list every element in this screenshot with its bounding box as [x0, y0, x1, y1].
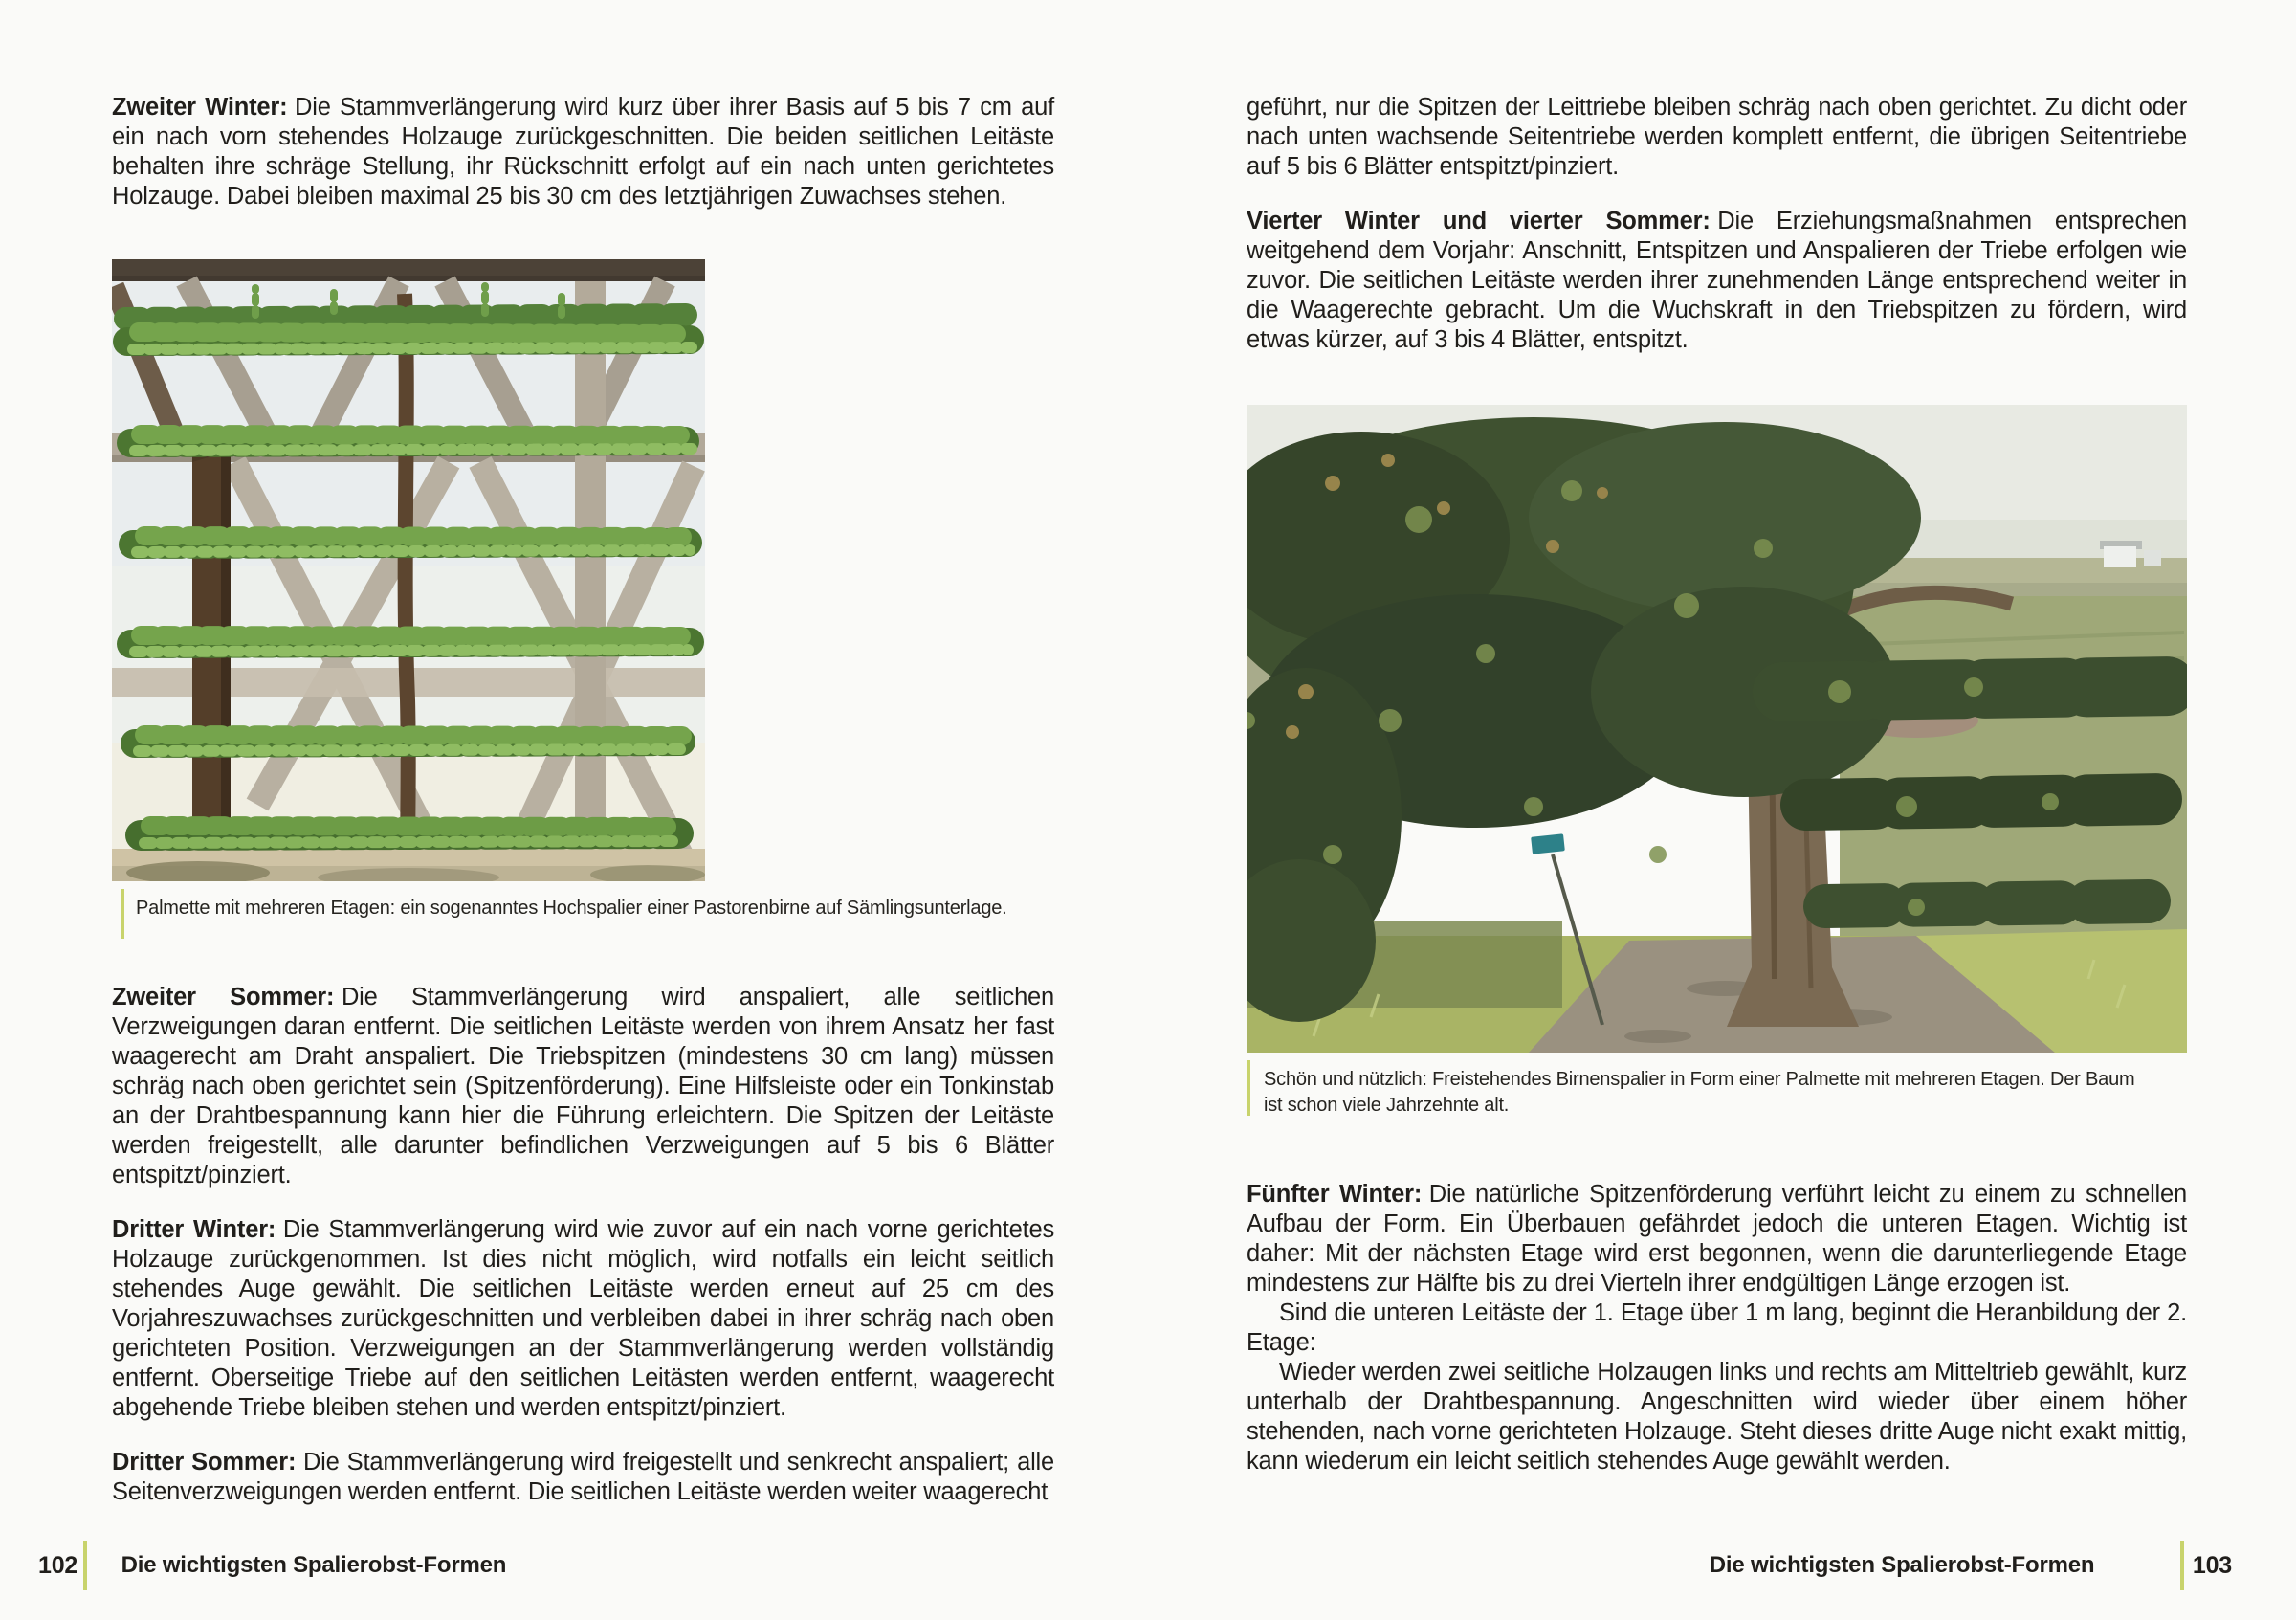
running-title: Die wichtigsten Spalierobst-Formen — [121, 1552, 507, 1578]
paragraph — [1247, 1298, 2187, 1358]
caption-text: Schön und nützlich: Freistehendes Birnenspalier in Form einer Palmette mit mehreren Etagen. Der Baum ist schon viele Jahrzehnte alt. — [1264, 1069, 2135, 1116]
paragraph-text: Die natürliche Spitzenförderung verführt leicht zu einem zu schnellen Aufbau der Form. Ein Überbauen gefährdet jedoch die unteren Etagen. Wichtig ist daher: Mit der nächsten Etage wird erst begonnen, wenn die darunterliegende Etage mindestens zur Hälfte bis zu drei Vierteln ihrer endgültigen Länge erzogen ist. — [1247, 1181, 2187, 1297]
right-photo — [1247, 405, 2187, 1053]
page-number: 102 — [38, 1551, 78, 1579]
paragraph — [112, 93, 1054, 211]
footer-accent-bar — [83, 1541, 87, 1590]
paragraph — [112, 1448, 1054, 1507]
paragraph — [1247, 1180, 2187, 1298]
paragraph-text: geführt, nur die Spitzen der Leittriebe bleiben schräg nach oben gerichtet. Zu dicht oder nach unten wachsende Seitentriebe werden komplett entfernt, die übrigen Seitentriebe auf 5 bis 6 Blätter entspitzt/pinziert. — [1247, 94, 2187, 180]
paragraph-lead: Dritter Winter: — [112, 1216, 276, 1243]
paragraph — [1247, 93, 2187, 182]
paragraph-text: Die Stammverlängerung wird kurz über ihrer Basis auf 5 bis 7 cm auf ein nach vorn stehendes Holzauge zurückgeschnitten. Die beiden seitlichen Leitäste behalten ihre schräge Stellung, ihr Rückschnitt erfolgt auf ein nach unten gerichtetes Holzauge. Dabei bleiben maximal 25 bis 30 cm des letztjährigen Zuwachses stehen. — [112, 94, 1054, 210]
page-number: 103 — [2192, 1551, 2232, 1579]
left-photo-figure — [112, 259, 1054, 939]
paragraph-text: Die Stammverlängerung wird wie zuvor auf ein nach vorne gerichtetes Holzauge zurückgenommen. Ist dies nicht möglich, wird notfalls ein leicht seitlich stehendes Auge gewählt. Die seitlichen Leitäste werden erneut auf 25 cm des Vorjahreszuwachses zurückgeschnitten und verbleiben dabei in ihrer schräg nach oben gerichteten Position. Verzweigungen an der Stammverlängerung werden vollständig entfernt. Oberseitige Triebe auf den seitlichen Leitästen werden entfernt, waagerecht abgehende Triebe bleiben stehen und werden entspitzt/pinziert. — [112, 1216, 1054, 1421]
left-page-footer — [38, 1541, 506, 1590]
right-page-footer — [1710, 1541, 2232, 1590]
paragraph-lead: Zweiter Winter: — [112, 94, 288, 121]
paragraph-text: Die Stammverlängerung wird freigestellt und senkrecht anspaliert; alle Seitenverzweigungen werden entfernt. Die seitlichen Leitäste werden weiter waagerecht — [112, 1449, 1054, 1505]
paragraph-text: Wieder werden zwei seitliche Holzaugen links und rechts am Mitteltrieb gewählt, kurz unterhalb der Drahtbespannung. Angeschnitten wird wieder über einem höher stehenden, nach vorne gerichteten Holzauge. Steht dieses dritte Auge nicht exakt mittig, kann wiederum ein leicht seitlich stehendes Auge gewählt werden. — [1247, 1359, 2187, 1475]
caption-text: Palmette mit mehreren Etagen: ein sogenanntes Hochspalier einer Pastorenbirne auf Sämlingsunterlage. — [136, 898, 1007, 919]
right-photo-figure — [1247, 405, 2187, 1119]
caption-accent-bar — [121, 889, 124, 939]
photo-caption — [112, 889, 1054, 939]
running-title: Die wichtigsten Spalierobst-Formen — [1709, 1552, 2095, 1578]
paragraph — [112, 1215, 1054, 1423]
right-page-column — [1247, 93, 2187, 1476]
paragraph-lead: Vierter Winter und vierter Sommer: — [1247, 208, 1711, 234]
left-page-column — [112, 93, 1054, 1507]
photo-caption — [1247, 1060, 2187, 1119]
paragraph — [1247, 207, 2187, 355]
paragraph — [1247, 1358, 2187, 1476]
paragraph — [112, 983, 1054, 1190]
caption-accent-bar — [1247, 1060, 1250, 1116]
paragraph-text: Die Stammverlängerung wird anspaliert, alle seitlichen Verzweigungen daran entfernt. Die seitlichen Leitäste werden von ihrem Ansatz her fast waagerecht am Draht anspaliert. Die Triebspitzen (mindestens 30 cm lang) müssen schräg nach oben gerichtet sein (Spitzenförderung). Eine Hilfsleiste oder ein Tonkinstab an der Drahtbespannung kann hier die Führung erleichtern. Die Spitzen der Leitäste werden freigestellt, alle darunter befindlichen Verzweigungen auf 5 bis 6 Blätter entspitzt/pinziert. — [112, 984, 1055, 1188]
left-photo — [112, 259, 705, 881]
paragraph-lead: Zweiter Sommer: — [112, 984, 335, 1010]
paragraph-lead: Dritter Sommer: — [112, 1449, 297, 1476]
footer-accent-bar — [2180, 1541, 2184, 1590]
paragraph-text: Sind die unteren Leitäste der 1. Etage über 1 m lang, beginnt die Heranbildung der 2. Etage: — [1247, 1299, 2187, 1356]
paragraph-lead: Fünfter Winter: — [1247, 1181, 1423, 1208]
paragraph-text: Die Erziehungsmaßnahmen entsprechen weitgehend dem Vorjahr: Anschnitt, Entspitzen und Anspalieren der Triebe erfolgen wie zuvor. Die seitlichen Leitäste werden ihrer zunehmenden Länge entsprechend weiter in die Waagerechte gebracht. Um die Wuchskraft in den Triebspitzen zu fördern, wird etwas kürzer, auf 3 bis 4 Blätter, entspitzt. — [1247, 208, 2187, 353]
